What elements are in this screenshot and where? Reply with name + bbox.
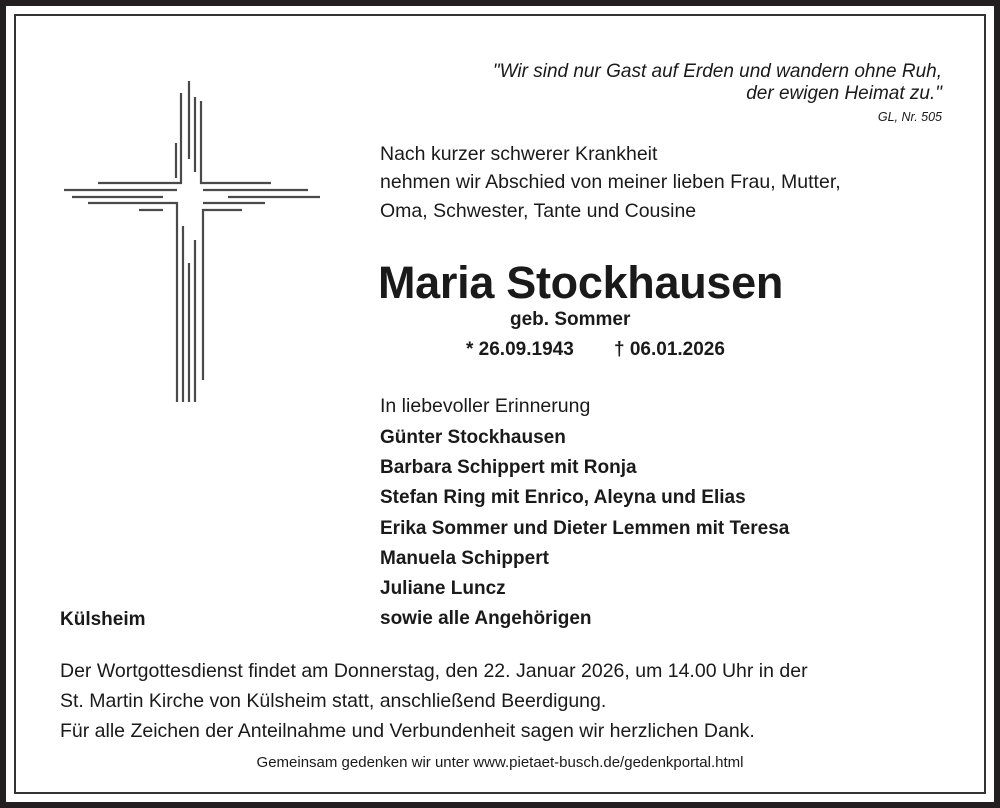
intro-line-2: nehmen wir Abschied von meiner lieben Frau, Mutter, xyxy=(380,171,841,193)
mourner-name: Barbara Schippert mit Ronja xyxy=(380,457,637,478)
intro-line-1: Nach kurzer schwerer Krankheit xyxy=(380,143,658,165)
cross-icon xyxy=(0,0,340,420)
mourner-name: Erika Sommer und Dieter Lemmen mit Teresa xyxy=(380,518,790,539)
death-date: † 06.01.2026 xyxy=(614,339,725,360)
deceased-name: Maria Stockhausen xyxy=(378,257,784,308)
birth-date: * 26.09.1943 xyxy=(466,339,574,360)
service-line-2: St. Martin Kirche von Külsheim statt, anschließend Beerdigung. xyxy=(60,690,607,712)
quote-source: GL, Nr. 505 xyxy=(877,110,942,124)
service-line-1: Der Wortgottesdienst findet am Donnerstag, den 22. Januar 2026, um 14.00 Uhr in der xyxy=(60,660,808,682)
birth-name: geb. Sommer xyxy=(510,309,631,330)
mourner-name: Stefan Ring mit Enrico, Aleyna und Elias xyxy=(380,487,746,508)
mourner-name: Manuela Schippert xyxy=(380,548,549,569)
mourners-heading: In liebevoller Erinnerung xyxy=(380,395,591,417)
mourner-name: Juliane Luncz xyxy=(380,578,506,599)
memorial-portal-link: Gemeinsam gedenken wir unter www.pietaet-busch.de/gedenkportal.html xyxy=(256,754,744,771)
place: Külsheim xyxy=(60,609,146,630)
mourner-name: sowie alle Angehörigen xyxy=(380,608,592,629)
quote-line-2: der ewigen Heimat zu." xyxy=(746,83,942,104)
quote-line-1: "Wir sind nur Gast auf Erden und wandern ohne Ruh, xyxy=(492,61,942,82)
intro-line-3: Oma, Schwester, Tante und Cousine xyxy=(380,200,697,222)
mourner-name: Günter Stockhausen xyxy=(380,427,566,448)
service-line-3: Für alle Zeichen der Anteilnahme und Verbundenheit sagen wir herzlichen Dank. xyxy=(60,720,755,742)
